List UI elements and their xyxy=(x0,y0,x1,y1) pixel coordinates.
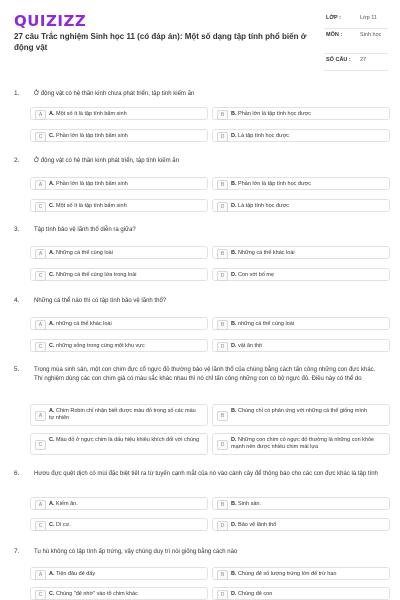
option-label: B. xyxy=(231,250,237,256)
meta-count-value: 27 xyxy=(360,57,367,63)
question-number: 6. xyxy=(14,470,20,477)
option-letter-box: D xyxy=(217,271,228,281)
option-a[interactable] xyxy=(30,567,208,580)
option-label: C. xyxy=(49,522,55,528)
option-a[interactable] xyxy=(30,107,208,120)
option-letter-box: B xyxy=(217,320,228,330)
option-b[interactable] xyxy=(212,404,390,426)
worksheet-title: 27 câu Trắc nghiệm Sinh học 11 (có đáp án): Một số dạng tập tính phổ biến ở động vật xyxy=(14,32,307,52)
option-label: C. xyxy=(49,203,55,209)
option-letter-box: B xyxy=(217,411,228,421)
option-text: Chúng đẻ số lượng trứng lớn để trừ hao xyxy=(238,571,337,577)
option-letter-box: B xyxy=(217,570,228,580)
option-b[interactable] xyxy=(212,497,390,510)
option-text: Một số ít là tập tính bẩm sinh xyxy=(56,203,127,209)
option-b[interactable] xyxy=(212,107,390,120)
question-text: Ở động vật có hệ thần kinh phát triển, tập tính kiếm ăn xyxy=(34,158,179,164)
option-label: A. xyxy=(49,111,55,117)
option-label: A. xyxy=(49,571,55,577)
option-text: Phần lớn là tập tính học được xyxy=(238,181,311,187)
meta-count-key: SỐ CÂU : xyxy=(326,57,351,63)
question-number: 1. xyxy=(14,90,20,97)
option-c[interactable] xyxy=(30,129,208,142)
option-text: Di cư. xyxy=(56,522,71,528)
question-number: 5. xyxy=(14,366,20,373)
option-letter-box: C xyxy=(35,132,46,142)
meta-subject-value: Sinh học xyxy=(360,32,382,38)
option-d[interactable] xyxy=(212,129,390,142)
option-letter-box: C xyxy=(35,521,46,531)
option-text: Là tập tính học được xyxy=(238,203,290,209)
option-b[interactable] xyxy=(212,177,390,190)
option-c[interactable] xyxy=(30,199,208,212)
option-label: D. xyxy=(231,437,237,443)
option-text: Phần lớn là tập tính bẩm sinh xyxy=(56,181,128,187)
option-d[interactable] xyxy=(212,339,390,352)
option-label: D. xyxy=(231,272,237,278)
option-label: C. xyxy=(49,437,55,443)
meta-panel xyxy=(324,12,388,71)
option-b[interactable] xyxy=(212,246,390,259)
option-d[interactable] xyxy=(212,268,390,281)
question-text: Tu hú không có tập tính ấp trứng, vậy chúng duy trì nòi giống bằng cách nào xyxy=(34,549,238,555)
option-label: D. xyxy=(231,522,237,528)
option-letter-box: D xyxy=(217,342,228,352)
option-letter-box: C xyxy=(35,202,46,212)
option-letter-box: D xyxy=(217,590,228,600)
question-text: Hươu đực quệt dịch có mùi đặc biệt tiết ra từ tuyến cạnh mắt của nó vào cành cây để thông báo cho các con đực khác là tập tính xyxy=(34,471,378,477)
option-letter-box: C xyxy=(35,440,46,450)
question-number: 2. xyxy=(14,157,20,164)
option-letter-box: A xyxy=(35,570,46,580)
question-number: 3. xyxy=(14,226,20,233)
option-label: B. xyxy=(231,321,237,327)
option-text: Chúng chỉ có phản ứng với những cá thể giống mình xyxy=(238,408,368,414)
header xyxy=(0,0,400,75)
option-letter-box: D xyxy=(217,440,228,450)
option-b[interactable] xyxy=(212,567,390,580)
option-text: Là tập tính học được xyxy=(238,133,290,139)
option-c[interactable] xyxy=(30,518,208,531)
option-label: A. xyxy=(49,408,55,414)
option-d[interactable] xyxy=(212,199,390,212)
question-number: 7. xyxy=(14,548,20,555)
option-text: những sống trong cùng một khu vực xyxy=(56,343,145,349)
option-letter-box: B xyxy=(217,249,228,259)
option-label: D. xyxy=(231,343,237,349)
option-letter-box: B xyxy=(217,110,228,120)
meta-count-row xyxy=(324,54,388,71)
option-letter-box: A xyxy=(35,411,46,421)
option-letter-box: B xyxy=(217,500,228,510)
option-a[interactable] xyxy=(30,177,208,190)
question-text: Những cá thể nào thì có tập tính bảo vệ lãnh thổ? xyxy=(34,298,167,304)
question-number: 4. xyxy=(14,297,20,304)
option-text: Phần lớn là tập tính học được xyxy=(238,111,311,117)
option-label: D. xyxy=(231,133,237,139)
option-text: Tiện đâu đẻ đấy xyxy=(55,571,96,577)
option-text: Phần lớn là tập tính bẩm sinh xyxy=(56,133,128,139)
meta-grade-row xyxy=(324,12,388,29)
option-text: những cá thể cùng loài xyxy=(238,321,295,327)
option-a[interactable] xyxy=(30,497,208,510)
option-label: A. xyxy=(49,501,55,507)
option-text: vật ăn thịt xyxy=(238,343,262,349)
option-letter-box: B xyxy=(217,180,228,190)
option-c[interactable] xyxy=(30,587,208,600)
option-letter-box: D xyxy=(217,521,228,531)
question-text: Ở động vật có hệ thần kinh chưa phát triển, tập tính kiếm ăn xyxy=(34,91,195,97)
option-c[interactable] xyxy=(30,268,208,281)
option-text: Những cá thể khác loài xyxy=(238,250,295,256)
option-a[interactable] xyxy=(30,404,208,426)
option-label: A. xyxy=(49,321,55,327)
option-label: D. xyxy=(231,203,237,209)
question-text: Trong mùa sinh sản, một con chim đực cổ ngực đỏ thường bảo vệ lãnh thổ của chúng bằng cách tấn công những con đực khác. Thí nghiệm dùng các con chim giả có màu sắc khác nhau thì nó chỉ tấn công những con có bộ ngực đỏ. Điều này có thể do xyxy=(34,367,376,382)
option-label: B. xyxy=(231,408,237,414)
option-text: Kiếm ăn. xyxy=(56,501,78,507)
option-letter-box: A xyxy=(35,320,46,330)
option-letter-box: A xyxy=(35,500,46,510)
option-text: Chúng "đẻ nhờ" vào tổ chim khác xyxy=(56,591,138,597)
option-text: Màu đỏ ở ngực chim là dấu hiệu khiêu khích đối với chúng xyxy=(56,437,200,443)
option-c[interactable] xyxy=(30,339,208,352)
option-label: B. xyxy=(231,111,237,117)
option-d[interactable] xyxy=(212,433,390,455)
option-text: Những cá thể cùng loài xyxy=(56,250,113,256)
option-letter-box: A xyxy=(35,110,46,120)
option-label: D. xyxy=(231,591,237,597)
option-text: Những con chim có ngực đỏ thường là những con khỏe mạnh nên được nhiều chim mái lựa xyxy=(231,437,375,450)
option-label: A. xyxy=(49,250,55,256)
option-label: B. xyxy=(231,181,237,187)
option-letter-box: A xyxy=(35,249,46,259)
option-a[interactable] xyxy=(30,317,208,330)
option-label: C. xyxy=(49,343,55,349)
option-letter-box: A xyxy=(35,180,46,190)
option-text: Con với bố mẹ xyxy=(238,272,275,278)
option-d[interactable] xyxy=(212,587,390,600)
option-label: B. xyxy=(231,571,237,577)
option-a[interactable] xyxy=(30,246,208,259)
meta-grade-key: LỚP : xyxy=(326,15,341,21)
option-text: Sinh sản. xyxy=(238,501,261,507)
option-text: Chúng đẻ con xyxy=(238,591,273,597)
option-letter-box: D xyxy=(217,202,228,212)
option-text: Chim Robin chỉ nhận biết được màu đỏ trong số các màu tự nhiên xyxy=(49,408,196,421)
question-text: Tập tính bảo vệ lãnh thổ diễn ra giữa? xyxy=(34,227,136,233)
option-text: Bảo vệ lãnh thổ xyxy=(238,522,277,528)
option-c[interactable] xyxy=(30,433,208,455)
meta-grade-value: Lớp 11 xyxy=(360,15,377,21)
option-b[interactable] xyxy=(212,317,390,330)
option-text: Những cá thể cùng lứa trong loài xyxy=(56,272,137,278)
meta-subject-key: MÔN : xyxy=(326,32,343,38)
option-label: A. xyxy=(49,181,55,187)
meta-subject-row xyxy=(324,29,388,54)
option-letter-box: C xyxy=(35,342,46,352)
option-text: Một số ít là tập tính bẩm sinh xyxy=(56,111,127,117)
option-letter-box: D xyxy=(217,132,228,142)
option-letter-box: C xyxy=(35,590,46,600)
option-label: C. xyxy=(49,133,55,139)
option-label: B. xyxy=(231,501,237,507)
quizizz-logo[interactable]: QUIZIZZ xyxy=(14,12,87,30)
option-label: C. xyxy=(49,591,55,597)
option-text: những cá thể khác loài xyxy=(56,321,112,327)
option-d[interactable] xyxy=(212,518,390,531)
option-label: C. xyxy=(49,272,55,278)
option-letter-box: C xyxy=(35,271,46,281)
